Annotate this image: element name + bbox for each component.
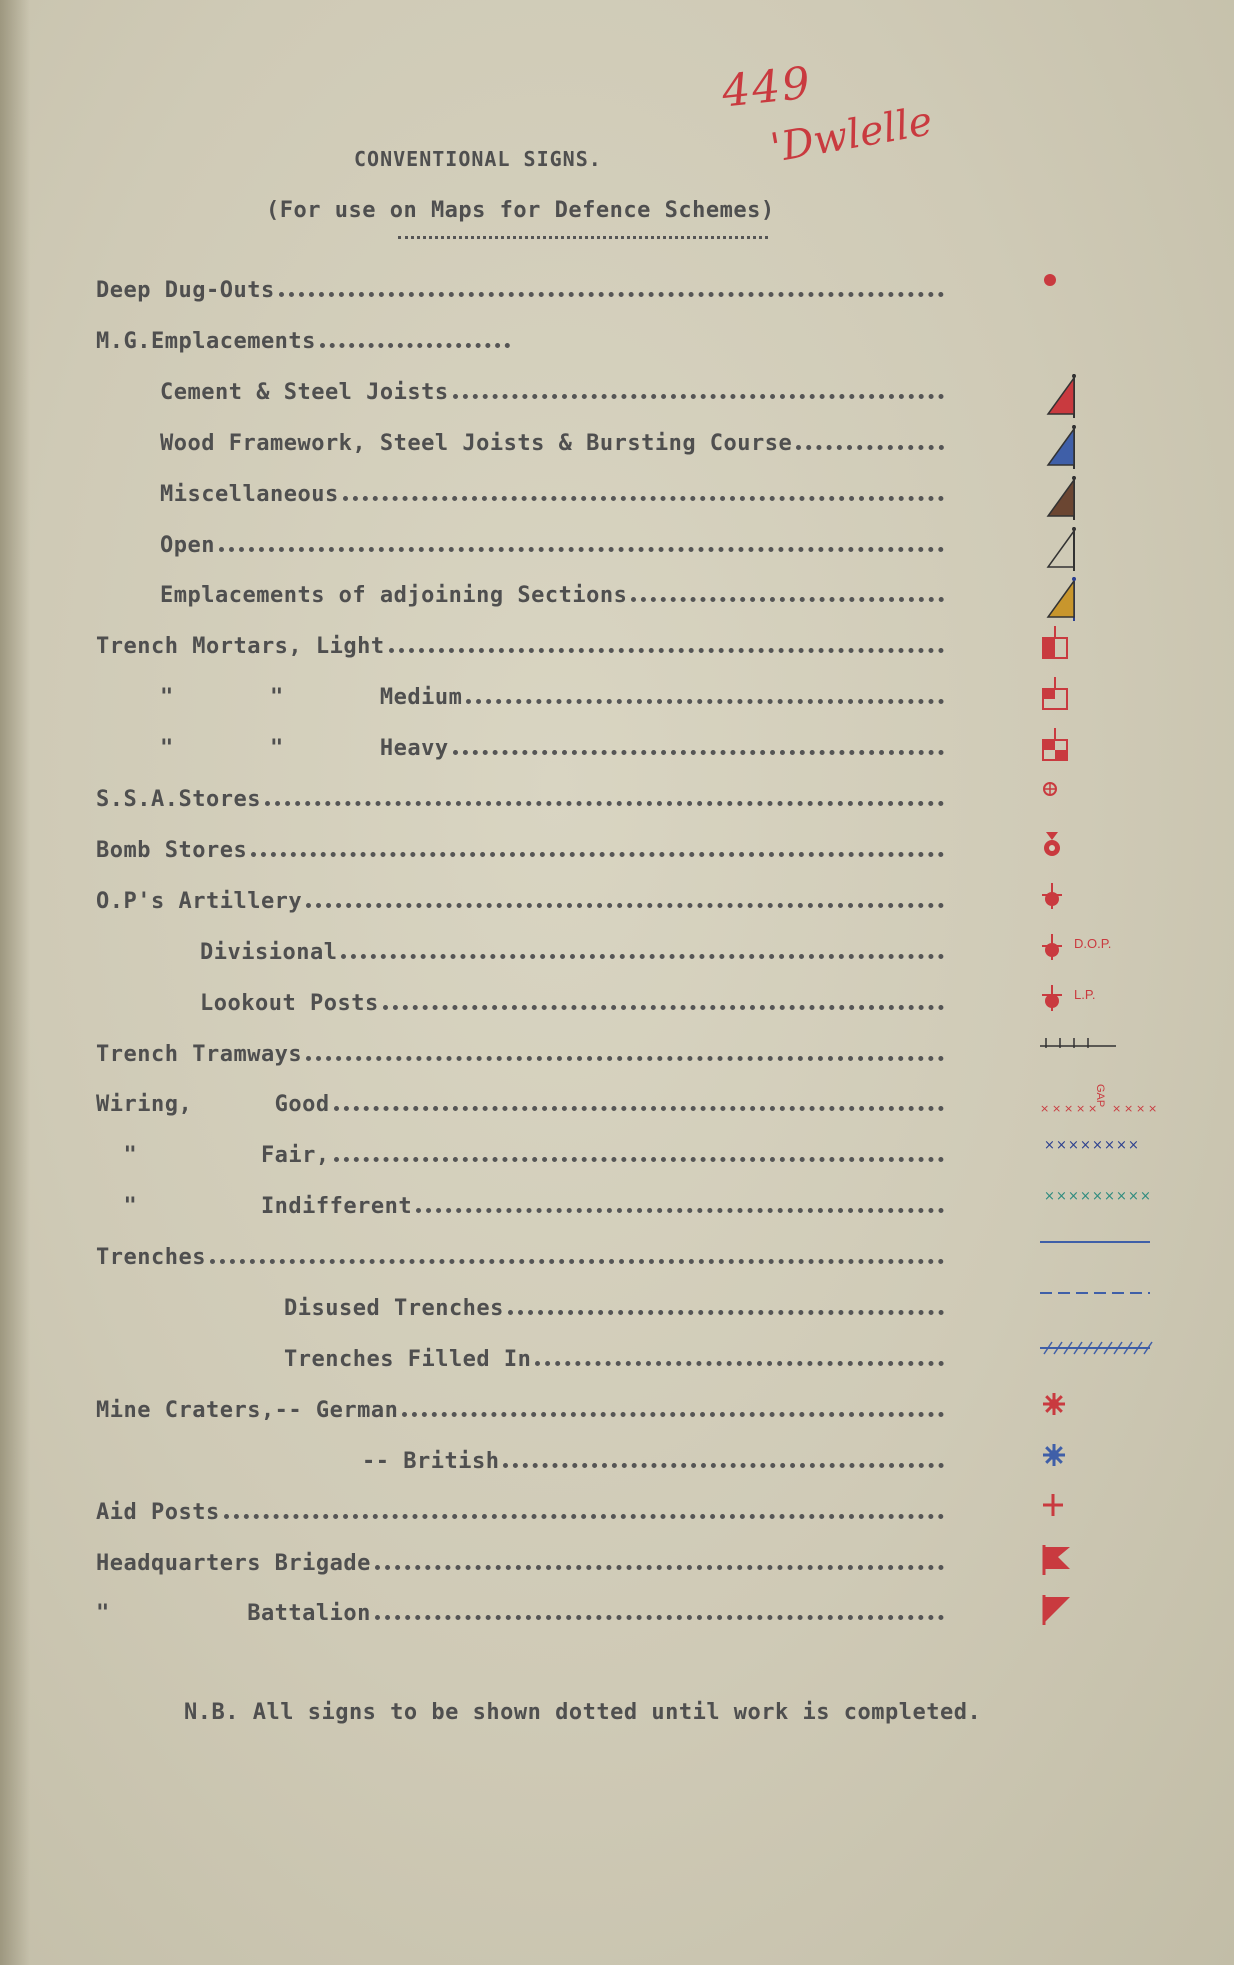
bomb-store-icon	[1040, 830, 1064, 860]
op-artillery-icon	[1040, 881, 1064, 911]
sign-entry	[0, 987, 1234, 1021]
disused-trench-icon	[1040, 1288, 1150, 1298]
svg-text:×: ×	[1064, 1102, 1074, 1115]
sign-label: " " Medium	[160, 685, 463, 710]
sign-entry	[0, 278, 1234, 308]
sign-code: GAP	[1094, 1084, 1106, 1108]
sign-label: M.G.Emplacements	[96, 329, 316, 354]
svg-text:×: ×	[1128, 1138, 1139, 1153]
dotted-leader	[334, 1157, 944, 1162]
sign-entry	[0, 1084, 1234, 1122]
svg-text:×: ×	[1116, 1138, 1127, 1153]
svg-text:×: ×	[1068, 1189, 1079, 1204]
sign-label: O.P's Artillery	[96, 889, 303, 914]
dotted-leader	[631, 597, 944, 602]
open-triangle-icon	[1040, 525, 1076, 575]
ochre-filled-triangle-icon	[1040, 575, 1076, 625]
dotted-leader	[453, 394, 944, 399]
sign-label: Trench Mortars, Light	[96, 634, 385, 659]
sign-entry	[0, 431, 1234, 461]
sign-label: " Battalion	[96, 1601, 371, 1626]
wiring-fair-icon	[1040, 1135, 1140, 1155]
red-crater-icon	[1040, 1390, 1068, 1418]
sign-entry	[0, 634, 1234, 664]
sign-entry	[0, 1347, 1234, 1377]
svg-text:×: ×	[1148, 1102, 1158, 1115]
dotted-leader	[383, 1005, 944, 1010]
sign-label: Open	[160, 533, 215, 558]
dotted-leader	[306, 1056, 944, 1061]
sign-code: L.P.	[1074, 987, 1096, 1002]
sign-entry	[0, 1042, 1234, 1072]
wiring-good-icon	[1040, 1084, 1156, 1128]
sign-code: D.O.P.	[1074, 936, 1112, 951]
sign-label: Divisional	[200, 940, 338, 965]
sign-label: S.S.A.Stores	[96, 787, 261, 812]
tramway-icon	[1040, 1034, 1116, 1054]
red-box-light-icon	[1040, 626, 1070, 662]
red-dot-icon	[1040, 270, 1060, 290]
svg-text:×: ×	[1136, 1102, 1146, 1115]
dotted-leader	[320, 343, 510, 348]
sign-entry	[0, 533, 1234, 563]
dotted-leader	[279, 292, 944, 297]
sign-label: " Indifferent	[96, 1194, 413, 1219]
document-subtitle: (For use on Maps for Defence Schemes)	[266, 198, 775, 223]
red-filled-triangle-icon	[1040, 372, 1076, 422]
svg-text:×: ×	[1128, 1189, 1139, 1204]
sign-entry	[0, 1500, 1234, 1530]
sign-entry	[0, 1138, 1234, 1173]
sign-entry	[0, 1245, 1234, 1275]
sign-entry	[0, 1449, 1234, 1479]
sign-label: Wood Framework, Steel Joists & Bursting Course	[160, 431, 793, 456]
svg-text:×: ×	[1056, 1138, 1067, 1153]
document-title: CONVENTIONAL SIGNS.	[354, 147, 602, 171]
sign-entry	[0, 1398, 1234, 1428]
svg-text:×: ×	[1116, 1189, 1127, 1204]
sign-entry	[0, 1551, 1234, 1581]
dotted-leader	[535, 1361, 944, 1366]
svg-text:×: ×	[1076, 1102, 1086, 1115]
svg-text:×: ×	[1080, 1189, 1091, 1204]
sign-label: Disused Trenches	[284, 1296, 504, 1321]
sign-entry	[0, 736, 1234, 766]
wiring-indifferent-icon	[1040, 1186, 1152, 1206]
battalion-hq-flag-icon	[1040, 1593, 1074, 1627]
dotted-leader	[466, 699, 944, 704]
lookout-post-icon	[1040, 983, 1096, 1013]
sign-label: Mine Craters,-- German	[96, 1398, 399, 1423]
svg-text:×: ×	[1044, 1189, 1055, 1204]
dotted-leader	[503, 1463, 944, 1468]
title-underline	[398, 236, 768, 239]
svg-text:×: ×	[1112, 1102, 1122, 1115]
dotted-leader	[375, 1565, 944, 1570]
sign-entry	[0, 1296, 1234, 1326]
dotted-leader	[796, 445, 944, 450]
sign-entry	[0, 787, 1234, 817]
sign-label: -- British	[362, 1449, 500, 1474]
sign-entry	[0, 1601, 1234, 1631]
sign-label: Headquarters Brigade	[96, 1551, 371, 1576]
op-divisional-icon	[1040, 932, 1112, 962]
svg-text:×: ×	[1040, 1102, 1050, 1115]
svg-text:×: ×	[1056, 1189, 1067, 1204]
svg-text:×: ×	[1104, 1138, 1115, 1153]
brigade-hq-flag-icon	[1040, 1543, 1074, 1577]
sign-entry	[0, 936, 1234, 970]
svg-text:×: ×	[1080, 1138, 1091, 1153]
sign-entry	[0, 482, 1234, 512]
dotted-leader	[402, 1412, 944, 1417]
handwritten-signature: 'Dwlelle	[767, 98, 936, 172]
svg-text:×: ×	[1088, 1102, 1098, 1115]
dotted-leader	[453, 750, 944, 755]
handwritten-number: 449	[719, 57, 815, 118]
sign-label: Emplacements of adjoining Sections	[160, 583, 628, 608]
sign-label: " " Heavy	[160, 736, 449, 761]
dotted-leader	[389, 648, 944, 653]
blue-filled-triangle-icon	[1040, 423, 1076, 473]
svg-text:×: ×	[1068, 1138, 1079, 1153]
brown-filled-triangle-icon	[1040, 474, 1076, 524]
sign-label: " Fair,	[96, 1143, 330, 1168]
svg-text:×: ×	[1124, 1102, 1134, 1115]
sign-label: Trenches Filled In	[284, 1347, 532, 1372]
sign-entry	[0, 889, 1234, 919]
trench-line-icon	[1040, 1237, 1150, 1247]
dotted-leader	[334, 1106, 944, 1111]
sign-entry	[0, 329, 1234, 359]
dotted-leader	[251, 852, 944, 857]
svg-text:×: ×	[1092, 1138, 1103, 1153]
sign-label: Aid Posts	[96, 1500, 220, 1525]
svg-text:×: ×	[1140, 1189, 1151, 1204]
filled-trench-icon	[1040, 1339, 1150, 1355]
aid-post-cross-icon	[1040, 1492, 1066, 1518]
sign-label: Miscellaneous	[160, 482, 339, 507]
sign-entry	[0, 838, 1234, 868]
sign-label: Lookout Posts	[200, 991, 379, 1016]
crossed-circle-icon	[1040, 779, 1060, 799]
svg-text:×: ×	[1044, 1138, 1055, 1153]
dotted-leader	[224, 1514, 944, 1519]
sign-entry	[0, 380, 1234, 410]
dotted-leader	[416, 1208, 944, 1213]
dotted-leader	[341, 954, 944, 959]
sign-label: Wiring, Good	[96, 1092, 330, 1117]
red-box-medium-icon	[1040, 677, 1070, 713]
dotted-leader	[306, 903, 944, 908]
dotted-leader	[508, 1310, 944, 1315]
sign-label: Cement & Steel Joists	[160, 380, 449, 405]
footnote: N.B. All signs to be shown dotted until work is completed.	[184, 1700, 982, 1725]
sign-entry	[0, 685, 1234, 715]
sign-entry	[0, 583, 1234, 613]
sign-label: Deep Dug-Outs	[96, 278, 275, 303]
sign-label: Bomb Stores	[96, 838, 248, 863]
dotted-leader	[343, 496, 944, 501]
dotted-leader	[210, 1259, 944, 1264]
dotted-leader	[375, 1615, 944, 1620]
svg-text:×: ×	[1104, 1189, 1115, 1204]
sign-entry	[0, 1189, 1234, 1224]
svg-text:×: ×	[1052, 1102, 1062, 1115]
blue-crater-icon	[1040, 1441, 1068, 1469]
sign-label: Trenches	[96, 1245, 206, 1270]
red-box-heavy-icon	[1040, 728, 1070, 764]
svg-text:×: ×	[1092, 1189, 1103, 1204]
dotted-leader	[265, 801, 944, 806]
dotted-leader	[219, 547, 944, 552]
sign-label: Trench Tramways	[96, 1042, 303, 1067]
